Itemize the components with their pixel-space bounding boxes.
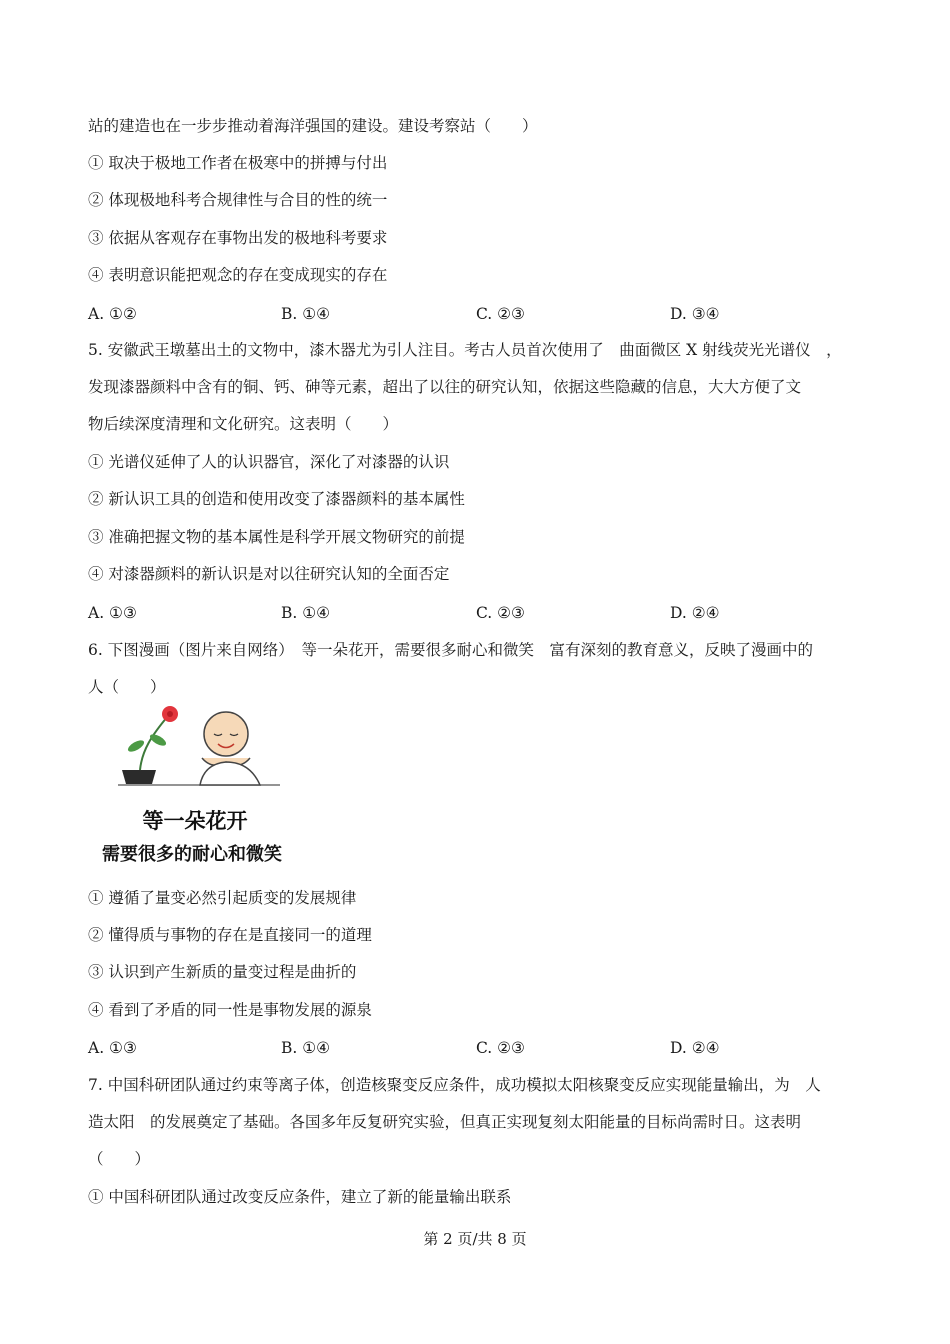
q4-choice-c: C. ②③	[476, 305, 525, 323]
q5-choice-b: B. ①④	[281, 604, 331, 622]
q5-item-2: ② 新认识工具的创造和使用改变了漆器颜料的基本属性	[88, 490, 465, 508]
flower-pot	[122, 770, 156, 784]
q4-item-3: ③ 依据从客观存在事物出发的极地科考要求	[88, 229, 388, 247]
q4-choice-a: A. ①②	[88, 305, 137, 323]
q5-stem-line-1: 5. 安徽武王墩墓出土的文物中，漆木器尤为引人注目。考古人员首次使用了 曲面微区 X 射线荧光光谱仪 ，	[88, 341, 842, 359]
q6-choice-a: A. ①③	[88, 1039, 137, 1057]
q6-choice-c: C. ②③	[476, 1039, 525, 1057]
person-body	[200, 762, 260, 785]
q6-item-1: ① 遵循了量变必然引起质变的发展规律	[88, 889, 357, 907]
page-number: 第 2 页/共 8 页	[423, 1230, 527, 1248]
q7-stem-line-3: （ ）	[88, 1150, 151, 1168]
q7-stem-line-1: 7. 中国科研团队通过约束等离子体，创造核聚变反应条件，成功模拟太阳核聚变反应实现能量输出，为 人	[88, 1076, 821, 1094]
q5-stem-line-2: 发现漆器颜料中含有的铜、钙、砷等元素，超出了以往的研究认知，依据这些隐藏的信息，大大方便了文	[88, 378, 802, 396]
q5-choice-c: C. ②③	[476, 604, 525, 622]
q6-choice-d: D. ②④	[670, 1039, 720, 1057]
q4-choice-b: B. ①④	[281, 305, 331, 323]
q5-choice-a: A. ①③	[88, 604, 137, 622]
q6-stem-line-1: 6. 下图漫画（图片来自网络） 等一朵花开，需要很多耐心和微笑 富有深刻的教育意义，反映了漫画中的	[88, 641, 813, 659]
q5-item-1: ① 光谱仪延伸了人的认识器官，深化了对漆器的认识	[88, 453, 450, 471]
q4-choice-d: D. ③④	[670, 305, 720, 323]
q6-stem-line-2: 人（ ）	[88, 678, 166, 696]
q4-stem: 站的建造也在一步步推动着海洋强国的建设。建设考察站（ ）	[88, 117, 538, 135]
person-head	[204, 712, 248, 756]
q4-item-2: ② 体现极地科考合规律性与合目的性的统一	[88, 191, 388, 209]
comic-caption-line-1: 等一朵花开	[142, 809, 248, 833]
q5-choice-d: D. ②④	[670, 604, 720, 622]
q6-choice-b: B. ①④	[281, 1039, 331, 1057]
q4-item-4: ④ 表明意识能把观念的存在变成现实的存在	[88, 266, 388, 284]
q5-item-3: ③ 准确把握文物的基本属性是科学开展文物研究的前提	[88, 528, 465, 546]
q6-item-3: ③ 认识到产生新质的量变过程是曲折的	[88, 963, 357, 981]
q5-stem-line-3: 物后续深度清理和文化研究。这表明（ ）	[88, 415, 399, 433]
leaf	[126, 738, 146, 754]
q5-item-4: ④ 对漆器颜料的新认识是对以往研究认知的全面否定	[88, 565, 450, 583]
q7-stem-line-2: 造太阳 的发展奠定了基础。各国多年反复研究实验，但真正实现复刻太阳能量的目标尚需时日。这表明	[88, 1113, 802, 1131]
q6-item-4: ④ 看到了矛盾的同一性是事物发展的源泉	[88, 1001, 372, 1019]
q6-item-2: ② 懂得质与事物的存在是直接同一的道理	[88, 926, 372, 944]
comic-drawing	[100, 700, 290, 878]
comic-illustration	[100, 700, 290, 878]
q7-item-1: ① 中国科研团队通过改变反应条件，建立了新的能量输出联系	[88, 1188, 512, 1206]
comic-caption-line-2: 需要很多的耐心和微笑	[102, 844, 282, 865]
q4-item-1: ① 取决于极地工作者在极寒中的拼搏与付出	[88, 154, 388, 172]
